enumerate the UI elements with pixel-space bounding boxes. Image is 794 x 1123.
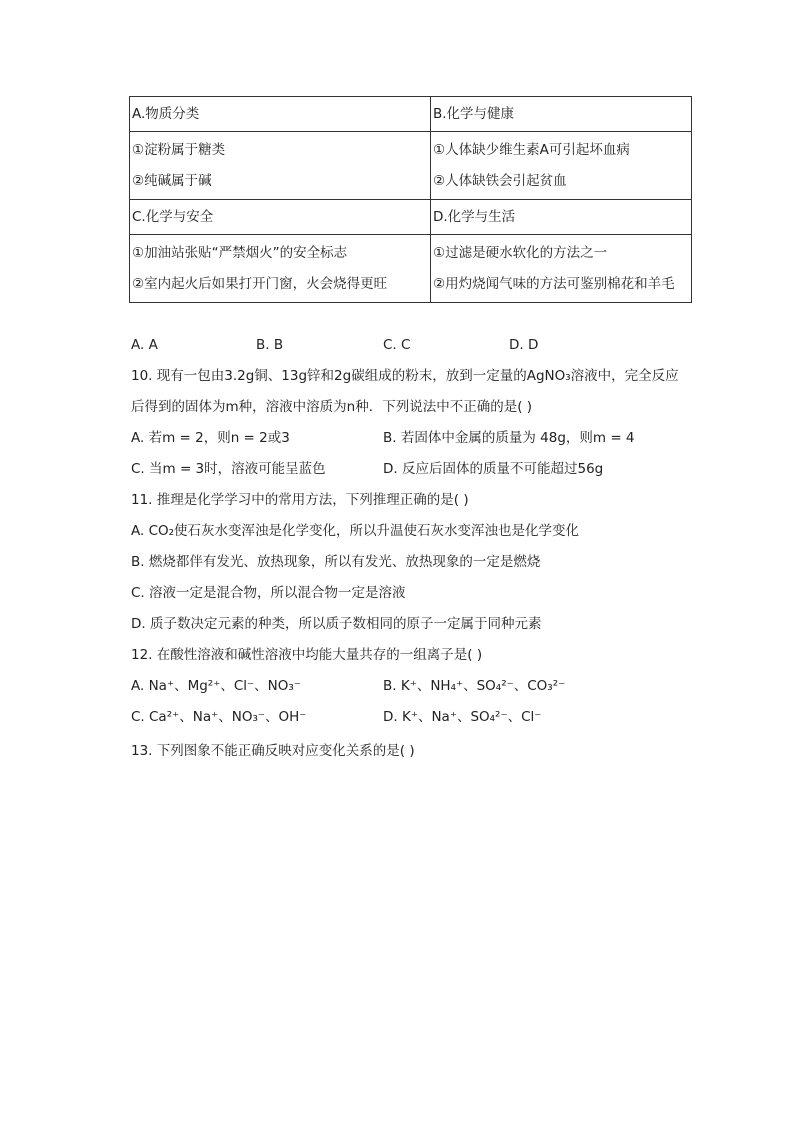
table-row bbox=[130, 132, 692, 200]
table-line: ②纯碱属于碱 bbox=[132, 173, 212, 189]
table-row bbox=[130, 97, 692, 132]
q10-option-d: D. 反应后固体的质量不可能超过56g bbox=[383, 461, 604, 477]
table-cell-d-header: D.化学与生活 bbox=[431, 200, 692, 235]
q10-option-b: B. 若固体中金属的质量为 48g，则m = 4 bbox=[383, 430, 635, 446]
table-cell-b-header: B.化学与健康 bbox=[431, 97, 692, 132]
table-row bbox=[130, 200, 692, 235]
q9-option-d: D. D bbox=[509, 337, 539, 353]
q12-option-a: A. Na⁺、Mg²⁺、Cl⁻、NO₃⁻ bbox=[131, 678, 301, 694]
q9-option-c: C. C bbox=[383, 337, 411, 353]
q11-stem: 11. 推理是化学学习中的常用方法，下列推理正确的是( ) bbox=[131, 492, 469, 508]
q9-option-a: A. A bbox=[131, 337, 158, 353]
table-cell-c-body bbox=[130, 235, 431, 303]
comparison-table bbox=[129, 96, 692, 303]
table-line: ①过滤是硬水软化的方法之一 bbox=[433, 245, 608, 261]
table-line: ②用灼烧闻气味的方法可鉴别棉花和羊毛 bbox=[433, 276, 675, 292]
q11-option-a: A. CO₂使石灰水变浑浊是化学变化，所以升温使石灰水变浑浊也是化学变化 bbox=[131, 523, 580, 539]
q12-option-b: B. K⁺、NH₄⁺、SO₄²⁻、CO₃²⁻ bbox=[383, 678, 566, 694]
q13-stem: 13. 下列图象不能正确反映对应变化关系的是( ) bbox=[131, 743, 415, 759]
table-cell-d-body bbox=[431, 235, 692, 303]
q11-option-d: D. 质子数决定元素的种类，所以质子数相同的原子一定属于同种元素 bbox=[131, 616, 542, 632]
table-line: ②室内起火后如果打开门窗，火会烧得更旺 bbox=[132, 276, 388, 292]
q10-stem-line1: 10. 现有一包由3.2g铜、13g锌和2g碳组成的粉末，放到一定量的AgNO₃溶液中，完全反应 bbox=[131, 368, 679, 384]
table-cell-c-header: C.化学与安全 bbox=[130, 200, 431, 235]
table-row bbox=[130, 235, 692, 303]
q12-option-c: C. Ca²⁺、Na⁺、NO₃⁻、OH⁻ bbox=[131, 709, 307, 725]
q12-stem: 12. 在酸性溶液和碱性溶液中均能大量共存的一组离子是( ) bbox=[131, 647, 483, 663]
q11-option-b: B. 燃烧都伴有发光、放热现象，所以有发光、放热现象的一定是燃烧 bbox=[131, 554, 541, 570]
table-line: ①人体缺少维生素A可引起坏血病 bbox=[433, 142, 630, 158]
table-line: ①淀粉属于糖类 bbox=[132, 142, 226, 158]
table-cell-a-header: A.物质分类 bbox=[130, 97, 431, 132]
table-cell-a-body bbox=[130, 132, 431, 200]
q10-option-a: A. 若m = 2，则n = 2或3 bbox=[131, 430, 290, 446]
q10-option-c: C. 当m = 3时，溶液可能呈蓝色 bbox=[131, 461, 326, 477]
q10-stem-line2: 后得到的固体为m种，溶液中溶质为n种．下列说法中不正确的是( ) bbox=[131, 399, 533, 415]
table-line: ①加油站张贴“严禁烟火”的安全标志 bbox=[132, 245, 348, 261]
q12-option-d: D. K⁺、Na⁺、SO₄²⁻、Cl⁻ bbox=[383, 709, 542, 725]
q9-option-b: B. B bbox=[256, 337, 284, 353]
table-line: ②人体缺铁会引起贫血 bbox=[433, 173, 567, 189]
table-cell-b-body bbox=[431, 132, 692, 200]
q11-option-c: C. 溶液一定是混合物，所以混合物一定是溶液 bbox=[131, 585, 406, 601]
